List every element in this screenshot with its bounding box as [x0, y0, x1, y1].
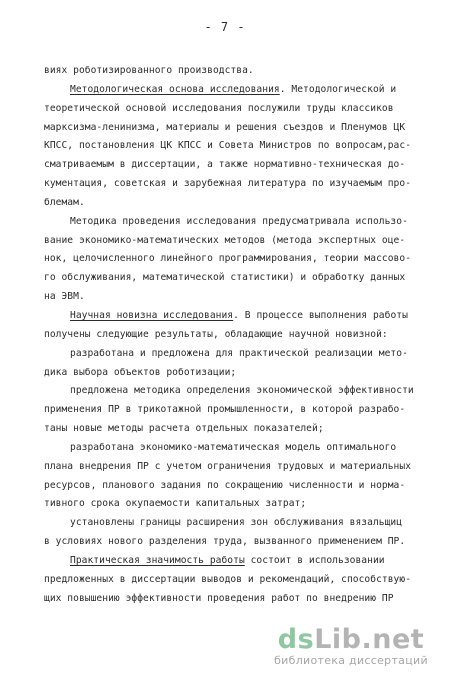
section-heading: Научная новизна исследования	[70, 309, 234, 321]
text-line	[44, 571, 424, 590]
dslib-watermark	[266, 625, 436, 667]
text-span: разработана экономико-математическая модель оптимального	[70, 441, 397, 453]
text-line	[44, 590, 424, 609]
text-line	[44, 288, 424, 307]
text-line	[44, 175, 424, 194]
text-line	[44, 345, 424, 364]
text-span: . Методологической и	[279, 83, 397, 95]
text-line	[44, 514, 424, 533]
text-span: дика выбора объектов роботизации;	[44, 366, 237, 378]
text-span: ресурсов, планового задания по сокращению численности и норма-	[44, 479, 406, 491]
text-span: плана внедрения ПР с учетом ограничения трудовых и материальных	[44, 460, 412, 472]
text-span: щих повышению эффективности проведения работ по внедрению ПР	[44, 592, 394, 604]
text-line	[44, 119, 424, 138]
text-line	[44, 326, 424, 345]
text-line	[44, 401, 424, 420]
text-span: марксизма-ленинизма, материалы и решения съездов и Пленумов ЦК	[44, 121, 406, 133]
text-span: го обслуживания, математической статистики) и обработку данных	[44, 272, 406, 284]
text-line	[44, 477, 424, 496]
text-line	[44, 552, 424, 571]
text-span: КПСС, постановления ЦК КПСС и Совета Министров по вопросам,рас-	[44, 140, 412, 152]
text-line	[44, 194, 424, 213]
text-line	[44, 420, 424, 439]
text-line	[44, 100, 424, 119]
text-line	[44, 382, 424, 401]
text-span: сматриваемым в диссертации, а также нормативно-техническая до-	[44, 159, 406, 171]
text-span: блемам.	[44, 196, 85, 208]
text-span: таны новые методы расчета отдельных показателей;	[44, 423, 324, 435]
section-heading: Методологическая основа исследования	[70, 83, 280, 95]
text-line	[44, 137, 424, 156]
text-line	[44, 232, 424, 251]
text-line	[44, 458, 424, 477]
text-span: в условиях нового разделения труда, вызванного применением ПР.	[44, 536, 406, 548]
text-line	[44, 495, 424, 514]
text-span: . В процессе выполнения работы	[233, 309, 408, 321]
text-span: нок, целочисленного линейного программирования, теории массово-	[44, 253, 412, 265]
text-line	[44, 533, 424, 552]
text-span: установлены границы расширения зон обслуживания вязальщиц	[70, 517, 403, 529]
text-span: предложенных в диссертации выводов и рекомендаций, способствую-	[44, 573, 412, 585]
text-span: получены следующие результаты, обладающие научной новизной:	[44, 328, 388, 340]
text-span: применения ПР в трикотажной промышленности, в которой разрабо-	[44, 404, 406, 416]
text-span: на ЭВМ.	[44, 291, 85, 303]
watermark-logo	[266, 625, 436, 655]
text-line	[44, 269, 424, 288]
text-span: Методика проведения исследования предусматривала использо-	[70, 215, 408, 227]
section-heading: Практическая значимость работы	[70, 554, 245, 566]
text-line	[44, 213, 424, 232]
text-span: вание экономико-математических методов (метода экспертных оце-	[44, 234, 406, 246]
text-line	[44, 364, 424, 383]
document-body	[44, 62, 424, 608]
page-number: - 7 -	[204, 20, 246, 34]
watermark-logo-ds: ds	[277, 624, 315, 655]
text-span: тивного срока окупаемости капитальных затрат;	[44, 498, 307, 510]
text-span: кументация, советская и зарубежная литература по изучаемым про-	[44, 178, 412, 190]
watermark-logo-net: .net	[361, 624, 425, 655]
text-line	[44, 439, 424, 458]
watermark-subtitle: библиотека диссертаций	[274, 654, 428, 667]
text-line	[44, 307, 424, 326]
text-line	[44, 250, 424, 269]
text-line	[44, 156, 424, 175]
text-line	[44, 62, 424, 81]
watermark-logo-lib: Lib	[314, 624, 362, 655]
text-span: разработана и предложена для практической реализации мето-	[70, 347, 408, 359]
text-span: теоретической основой исследования послужили труды классиков	[44, 102, 394, 114]
text-span: предложена методика определения экономической эффективности	[70, 385, 414, 397]
text-span: состоит в использовании	[244, 554, 385, 566]
text-span: виях роботизированного производства.	[44, 65, 254, 76]
text-line	[44, 81, 424, 100]
